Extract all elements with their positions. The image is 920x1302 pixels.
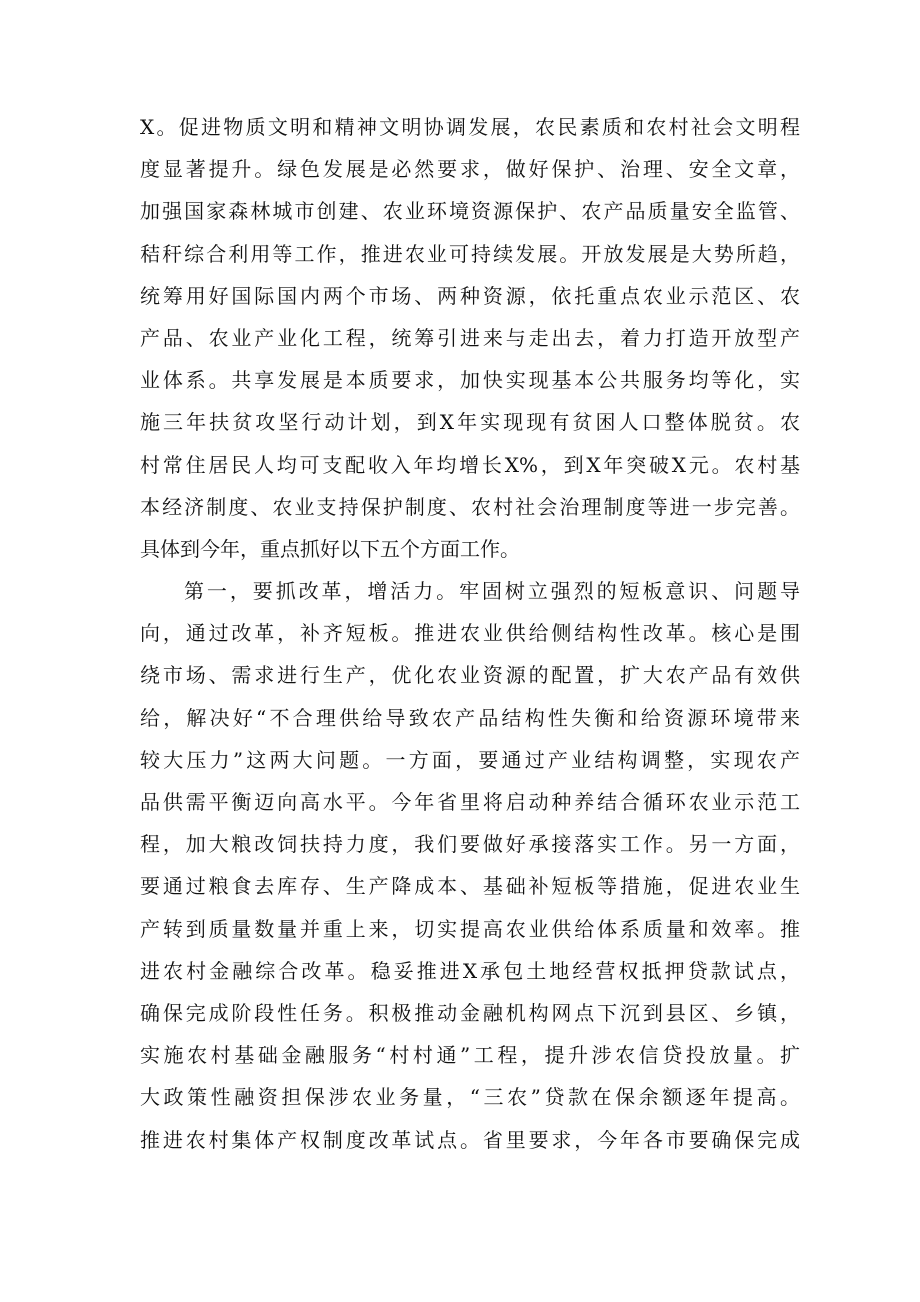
text-line: 给，解决好“不合理供给导致农产品结构性失衡和给资源环境带来 bbox=[140, 705, 800, 730]
text-line: 加强国家森林城市创建、农业环境资源保护、农产品质量安全监管、 bbox=[140, 199, 800, 224]
paragraph-start-line: 第一，要抓改革，增活力。牢固树立强烈的短板意识、问题导 bbox=[184, 579, 800, 604]
text-line: 实施农村基础金融服务“村村通”工程，提升涉农信贷投放量。扩 bbox=[140, 1043, 800, 1068]
text-line: X。促进物质文明和精神文明协调发展，农民素质和农村社会文明程 bbox=[140, 115, 800, 139]
text-line: 施三年扶贫攻坚行动计划，到X年实现现有贫困人口整体脱贫。农 bbox=[140, 410, 800, 435]
text-line: 推进农村集体产权制度改革试点。省里要求，今年各市要确保完成 bbox=[140, 1127, 800, 1152]
text-line: 业体系。共享发展是本质要求，加快实现基本公共服务均等化，实 bbox=[140, 368, 800, 393]
paragraph-end-line: 具体到今年，重点抓好以下五个方面工作。 bbox=[140, 536, 520, 561]
text-line: 程，加大粮改饲扶持力度，我们要做好承接落实工作。另一方面， bbox=[140, 832, 800, 857]
text-line: 产转到质量数量并重上来，切实提高农业供给体系质量和效率。推 bbox=[140, 916, 800, 941]
text-line: 较大压力”这两大问题。一方面，要通过产业结构调整，实现农产 bbox=[140, 747, 800, 772]
text-line: 产品、农业产业化工程，统筹引进来与走出去，着力打造开放型产 bbox=[140, 325, 800, 350]
text-line: 进农村金融综合改革。稳妥推进X承包土地经营权抵押贷款试点， bbox=[140, 958, 800, 983]
text-line: 秸秆综合利用等工作，推进农业可持续发展。开放发展是大势所趋， bbox=[140, 241, 800, 266]
text-line: 大政策性融资担保涉农业务量，“三农”贷款在保余额逐年提高。 bbox=[140, 1085, 800, 1110]
text-line: 统筹用好国际国内两个市场、两种资源，依托重点农业示范区、农 bbox=[140, 283, 800, 308]
text-line: 确保完成阶段性任务。积极推动金融机构网点下沉到县区、乡镇， bbox=[140, 1000, 800, 1025]
text-line: 向，通过改革，补齐短板。推进农业供给侧结构性改革。核心是围 bbox=[140, 621, 800, 646]
body-text bbox=[140, 106, 800, 1161]
text-line: 要通过粮食去库存、生产降成本、基础补短板等措施，促进农业生 bbox=[140, 874, 800, 899]
text-line: 绕市场、需求进行生产，优化农业资源的配置，扩大农产品有效供 bbox=[140, 663, 800, 688]
text-line: 村常住居民人均可支配收入年均增长X%，到X年突破X元。农村基 bbox=[140, 452, 800, 477]
text-line: 品供需平衡迈向高水平。今年省里将启动种养结合循环农业示范工 bbox=[140, 790, 800, 814]
text-line: 本经济制度、农业支持保护制度、农村社会治理制度等进一步完善。 bbox=[140, 494, 800, 519]
text-line: 度显著提升。绿色发展是必然要求，做好保护、治理、安全文章， bbox=[140, 157, 800, 182]
